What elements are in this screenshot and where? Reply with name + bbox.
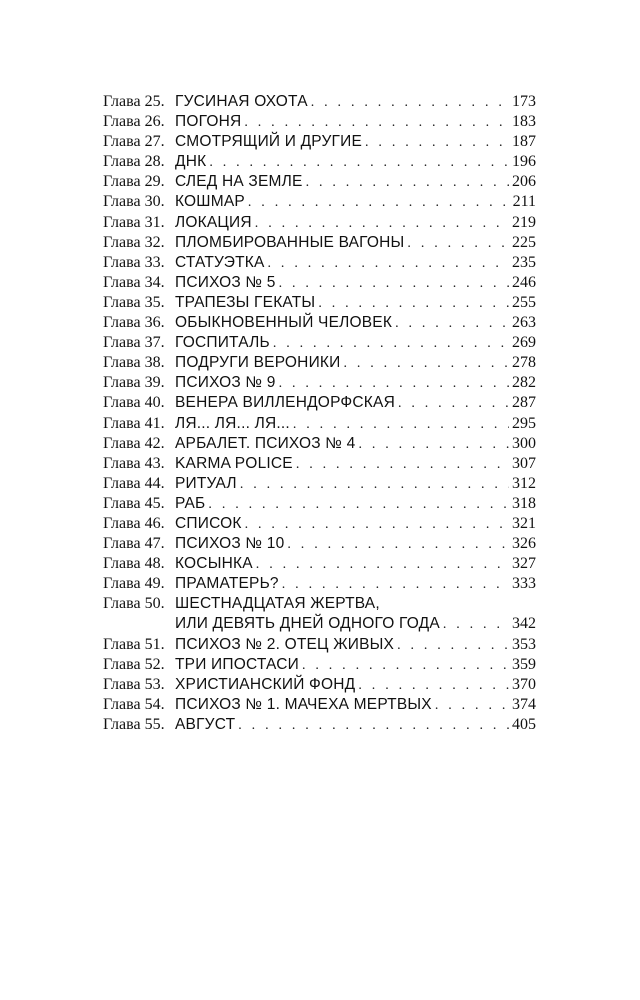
chapter-label: Глава 37.	[103, 334, 165, 352]
toc-entry	[103, 635, 536, 655]
toc-entry	[103, 293, 536, 313]
chapter-label: Глава 48.	[103, 555, 165, 573]
chapter-title: ПСИХОЗ № 10	[175, 535, 285, 553]
dot-leader	[208, 495, 509, 515]
page-number: 187	[512, 133, 536, 151]
chapter-label: Глава 52.	[103, 655, 165, 673]
toc-entry	[103, 213, 536, 233]
chapter-title: ТРАПЕЗЫ ГЕКАТЫ	[175, 293, 316, 311]
page-number: 225	[512, 233, 536, 251]
page-number: 263	[512, 314, 536, 332]
toc-entry	[103, 152, 536, 172]
dot-leader	[395, 314, 509, 334]
chapter-title: ОБЫКНОВЕННЫЙ ЧЕЛОВЕК	[175, 314, 393, 332]
chapter-title: ПЛОМБИРОВАННЫЕ ВАГОНЫ	[175, 233, 405, 251]
chapter-title: ПСИХОЗ № 5	[175, 273, 276, 291]
chapter-title: ПСИХОЗ № 1. МАЧЕХА МЕРТВЫХ	[175, 695, 432, 713]
toc-entry	[103, 675, 536, 695]
page-number: 326	[512, 535, 536, 553]
chapter-title: КОШМАР	[175, 193, 245, 211]
toc-entry	[103, 333, 536, 353]
chapter-title: РАБ	[175, 494, 206, 512]
toc-entry-continuation	[103, 614, 536, 634]
page-number: 255	[512, 293, 536, 311]
dot-leader	[279, 274, 509, 294]
chapter-label: Глава 27.	[103, 133, 165, 151]
page-number: 211	[512, 193, 536, 211]
chapter-title: РИТУАЛ	[175, 474, 237, 492]
toc-entry	[103, 273, 536, 293]
dot-leader	[398, 394, 509, 414]
chapter-title: ПОДРУГИ ВЕРОНИКИ	[175, 354, 341, 372]
page-number: 287	[512, 394, 536, 412]
chapter-title: СПИСОК	[175, 514, 242, 532]
chapter-label: Глава 54.	[103, 695, 165, 713]
chapter-title: АВГУСТ	[175, 715, 236, 733]
toc-entry	[103, 253, 536, 273]
page-number: 307	[512, 454, 536, 472]
chapter-label: Глава 47.	[103, 535, 165, 553]
chapter-label: Глава 32.	[103, 233, 165, 251]
dot-leader	[293, 415, 509, 435]
chapter-title: ПСИХОЗ № 2. ОТЕЦ ЖИВЫХ	[175, 635, 395, 653]
page-number: 173	[512, 93, 536, 110]
dot-leader	[443, 615, 509, 635]
dot-leader	[358, 435, 509, 455]
page-number: 333	[512, 575, 536, 593]
chapter-title: КОСЫНКА	[175, 555, 253, 573]
page-number: 196	[512, 153, 536, 171]
dot-leader	[244, 113, 509, 133]
toc-entry	[103, 454, 536, 474]
chapter-title: ДНК	[175, 153, 207, 171]
toc-entry	[103, 172, 536, 192]
chapter-title: ТРИ ИПОСТАСИ	[175, 655, 299, 673]
chapter-label: Глава 46.	[103, 514, 165, 532]
toc-entry	[103, 494, 536, 514]
chapter-label: Глава 30.	[103, 193, 165, 211]
toc-entry	[103, 554, 536, 574]
chapter-label: Глава 44.	[103, 474, 165, 492]
dot-leader	[282, 575, 509, 595]
dot-leader	[407, 234, 509, 254]
chapter-label: Глава 38.	[103, 354, 165, 372]
page-number: 312	[512, 474, 536, 492]
dot-leader	[279, 374, 509, 394]
toc-entry	[103, 434, 536, 454]
page-number: 370	[512, 675, 536, 693]
page-number: 246	[512, 273, 536, 291]
toc-entry	[103, 373, 536, 393]
toc-entry	[103, 655, 536, 675]
toc-entry	[103, 92, 536, 112]
chapter-label: Глава 40.	[103, 394, 165, 412]
chapter-label: Глава 31.	[103, 213, 165, 231]
chapter-label: Глава 55.	[103, 715, 165, 733]
dot-leader	[287, 535, 509, 555]
toc-entry	[103, 233, 536, 253]
dot-leader	[256, 555, 509, 575]
dot-leader	[248, 193, 509, 213]
chapter-label: Глава 35.	[103, 293, 165, 311]
chapter-title: ВЕНЕРА ВИЛЛЕНДОРФСКАЯ	[175, 394, 395, 412]
page-number: 183	[512, 113, 536, 131]
chapter-label: Глава 26.	[103, 113, 165, 131]
chapter-label: Глава 29.	[103, 173, 165, 191]
chapter-title: ХРИСТИАНСКИЙ ФОНД	[175, 675, 356, 693]
chapter-label: Глава 42.	[103, 434, 165, 452]
page-number: 405	[512, 715, 536, 733]
toc-entry	[103, 353, 536, 373]
toc-entry	[103, 474, 536, 494]
chapter-label: Глава 25.	[103, 93, 165, 110]
page-number: 359	[512, 655, 536, 673]
dot-leader	[268, 254, 509, 274]
dot-leader	[397, 636, 509, 656]
page-number: 295	[512, 414, 536, 432]
chapter-title: ГУСИНАЯ ОХОТА	[175, 93, 308, 110]
page-number: 300	[512, 434, 536, 452]
dot-leader	[318, 294, 509, 314]
chapter-label: Глава 41.	[103, 414, 165, 432]
chapter-label: Глава 53.	[103, 675, 165, 693]
chapter-title: KARMA POLICE	[175, 454, 293, 472]
dot-leader	[358, 676, 509, 696]
chapter-label: Глава 51.	[103, 635, 165, 653]
chapter-title: СТАТУЭТКА	[175, 253, 265, 271]
chapter-label: Глава 43.	[103, 454, 165, 472]
toc-entry	[103, 715, 536, 735]
page-number: 282	[512, 374, 536, 392]
dot-leader	[365, 133, 509, 153]
dot-leader	[311, 93, 509, 113]
toc-entry	[103, 393, 536, 413]
dot-leader	[296, 455, 509, 475]
chapter-title: ЛЯ... ЛЯ... ЛЯ...	[175, 414, 290, 432]
dot-leader	[255, 214, 509, 234]
chapter-title: АРБАЛЕТ. ПСИХОЗ № 4	[175, 434, 356, 452]
chapter-title: ПОГОНЯ	[175, 113, 242, 131]
chapter-title: ЛОКАЦИЯ	[175, 213, 252, 231]
chapter-label: Глава 49.	[103, 575, 165, 593]
chapter-label: Глава 50.	[103, 595, 165, 613]
table-of-contents	[103, 92, 536, 735]
chapter-label: Глава 45.	[103, 494, 165, 512]
chapter-title: ПРАМАТЕРЬ?	[175, 575, 279, 593]
toc-entry	[103, 132, 536, 152]
chapter-title: СМОТРЯЩИЙ И ДРУГИЕ	[175, 133, 363, 151]
toc-entry-multiline	[103, 594, 536, 614]
toc-entry	[103, 192, 536, 212]
page-number: 342	[512, 615, 536, 633]
toc-entry	[103, 514, 536, 534]
dot-leader	[306, 173, 509, 193]
page-number: 269	[512, 334, 536, 352]
dot-leader	[343, 354, 509, 374]
toc-entry	[103, 574, 536, 594]
page-number: 278	[512, 354, 536, 372]
page-number: 321	[512, 514, 536, 532]
chapter-label: Глава 39.	[103, 374, 165, 392]
toc-entry	[103, 313, 536, 333]
chapter-title: СЛЕД НА ЗЕМЛЕ	[175, 173, 303, 191]
toc-entry	[103, 112, 536, 132]
dot-leader	[302, 656, 509, 676]
page-number: 374	[512, 695, 536, 713]
dot-leader	[240, 475, 509, 495]
toc-entry	[103, 695, 536, 715]
page-number: 327	[512, 555, 536, 573]
dot-leader	[435, 696, 509, 716]
chapter-label: Глава 34.	[103, 273, 165, 291]
chapter-label: Глава 28.	[103, 153, 165, 171]
page-number: 353	[512, 635, 536, 653]
page-number: 318	[512, 494, 536, 512]
chapter-label: Глава 33.	[103, 253, 165, 271]
chapter-title: ГОСПИТАЛЬ	[175, 334, 270, 352]
dot-leader	[209, 153, 509, 173]
dot-leader	[245, 515, 509, 535]
dot-leader	[273, 334, 509, 354]
toc-entry	[103, 534, 536, 554]
chapter-title: ШЕСТНАДЦАТАЯ ЖЕРТВА,	[175, 595, 380, 613]
chapter-label: Глава 36.	[103, 314, 165, 332]
page-number: 235	[512, 253, 536, 271]
page-number: 219	[512, 213, 536, 231]
toc-entry	[103, 414, 536, 434]
dot-leader	[238, 716, 509, 736]
chapter-title-continuation: ИЛИ ДЕВЯТЬ ДНЕЙ ОДНОГО ГОДА	[175, 615, 440, 633]
page-number: 206	[512, 173, 536, 191]
chapter-title: ПСИХОЗ № 9	[175, 374, 276, 392]
